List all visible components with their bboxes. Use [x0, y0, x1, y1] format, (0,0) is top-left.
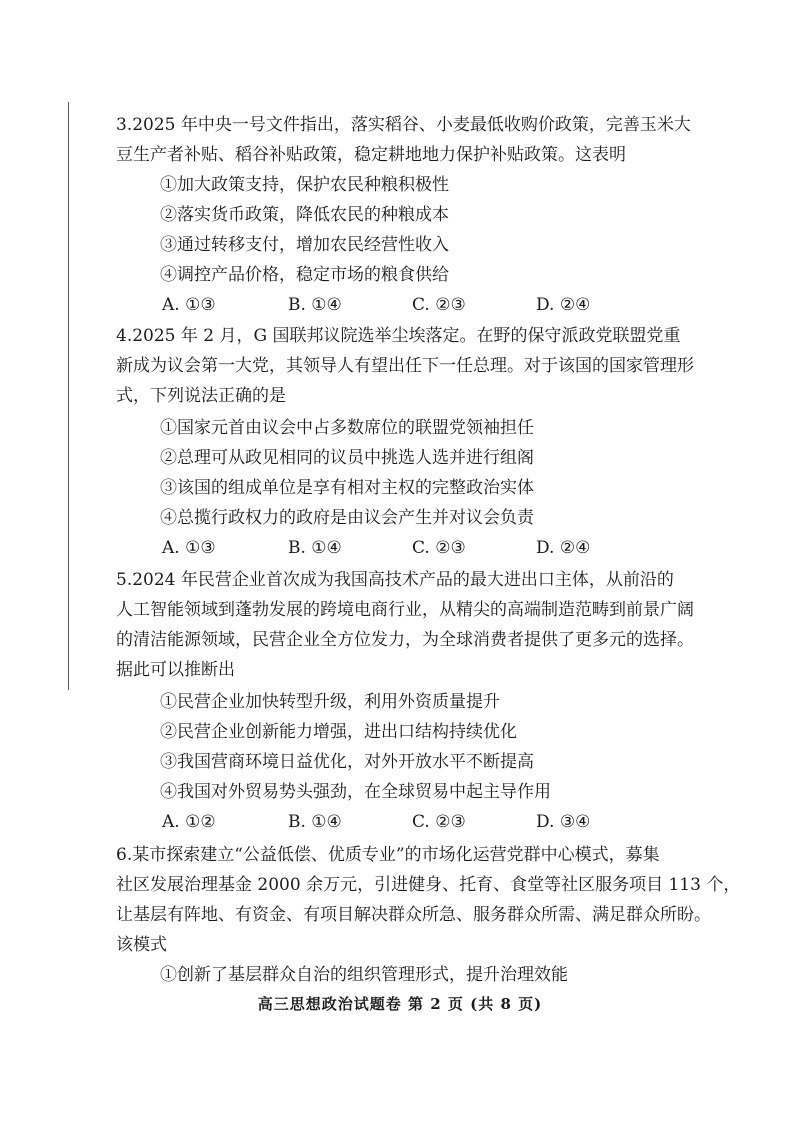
q3-choice-d: D. ②④ — [536, 295, 591, 315]
q5-option-2: ②民营企业创新能力增强，进出口结构持续优化 — [160, 722, 517, 742]
q3-option-2: ②落实货币政策，降低农民的种粮成本 — [160, 205, 449, 225]
q5-option-4: ④我国对外贸易势头强劲，在全球贸易中起主导作用 — [160, 782, 551, 802]
page-footer: 高三思想政治试题卷 第 2 页 (共 8 页) — [257, 995, 543, 1013]
q5-choice-a: A. ①② — [162, 812, 216, 832]
q6-stem-line-4: 该模式 — [116, 935, 167, 955]
q3-option-3: ③通过转移支付，增加农民经营性收入 — [160, 235, 449, 255]
q4-stem-line-1: 4.2025 年 2 月，G 国联邦议院选举尘埃落定。在野的保守派政党联盟党重 — [116, 326, 681, 346]
q4-stem-line-3: 式，下列说法正确的是 — [116, 386, 286, 406]
q5-stem-line-2: 人工智能领域到蓬勃发展的跨境电商行业，从精尖的高端制造范畴到前景广阔 — [116, 600, 694, 620]
q5-stem-line-3: 的清洁能源领域，民营企业全方位发力，为全球消费者提供了更多元的选择。 — [116, 630, 694, 650]
q3-choice-b: B. ①④ — [288, 295, 342, 315]
q4-choice-a: A. ①③ — [162, 538, 216, 558]
q3-stem-line-1: 3.2025 年中央一号文件指出，落实稻谷、小麦最低收购价政策，完善玉米大 — [116, 115, 691, 135]
q6-option-1: ①创新了基层群众自治的组织管理形式，提升治理效能 — [160, 965, 568, 985]
q3-choice-c: C. ②③ — [412, 295, 466, 315]
q5-choice-b: B. ①④ — [288, 812, 342, 832]
q5-stem-line-4: 据此可以推断出 — [116, 660, 235, 680]
q5-stem-line-1: 5.2024 年民营企业首次成为我国高技术产品的最大进出口主体，从前沿的 — [116, 570, 674, 590]
q5-choice-c: C. ②③ — [412, 812, 466, 832]
q5-option-1: ①民营企业加快转型升级，利用外资质量提升 — [160, 692, 500, 712]
q4-stem-line-2: 新成为议会第一大党，其领导人有望出任下一任总理。对于该国的国家管理形 — [116, 356, 694, 376]
q4-option-1: ①国家元首由议会中占多数席位的联盟党领袖担任 — [160, 418, 534, 438]
q5-choice-d: D. ③④ — [536, 812, 591, 832]
q6-stem-line-1: 6.某市探索建立“公益低偿、优质专业”的市场化运营党群中心模式，募集 — [116, 845, 660, 865]
q4-choice-b: B. ①④ — [288, 538, 342, 558]
q3-choice-a: A. ①③ — [162, 295, 216, 315]
q3-choices — [162, 293, 762, 317]
q4-choice-d: D. ②④ — [536, 538, 591, 558]
q4-choices — [162, 536, 762, 560]
q3-stem-line-2: 豆生产者补贴、稻谷补贴政策，稳定耕地地力保护补贴政策。这表明 — [116, 145, 626, 165]
q4-option-4: ④总揽行政权力的政府是由议会产生并对议会负责 — [160, 508, 534, 528]
q4-option-3: ③该国的组成单位是享有相对主权的完整政治实体 — [160, 478, 534, 498]
q5-choices — [162, 810, 762, 834]
q5-option-3: ③我国营商环境日益优化，对外开放水平不断提高 — [160, 752, 534, 772]
q6-stem-line-3: 让基层有阵地、有资金、有项目解决群众所急、服务群众所需、满足群众所盼。 — [116, 905, 711, 925]
q3-option-4: ④调控产品价格，稳定市场的粮食供给 — [160, 265, 449, 285]
q3-option-1: ①加大政策支持，保护农民种粮积极性 — [160, 175, 449, 195]
q4-option-2: ②总理可从政见相同的议员中挑选人选并进行组阁 — [160, 448, 534, 468]
q6-stem-line-2: 社区发展治理基金 2000 余万元，引进健身、托育、食堂等社区服务项目 113 个， — [116, 875, 741, 895]
q4-choice-c: C. ②③ — [412, 538, 466, 558]
